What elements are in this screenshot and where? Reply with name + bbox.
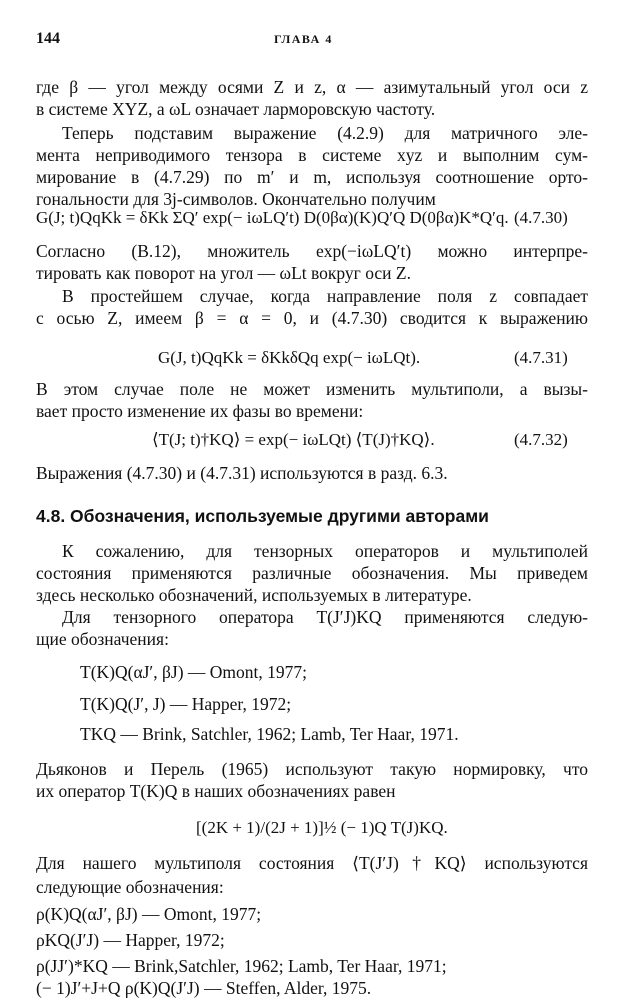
text-line: тировать как поворот на угол — ωLt вокруг оси Z. [36,263,411,283]
equation-4-7-30: G(J; t)QqKk = δKk ΣQ′ exp(− iωLQ′t) D(0βα)(K)Q′Q D(0βα)K*Q′q. [36,208,509,227]
text-line: с осью Z, имеем β = α = 0, и (4.7.30) сводится к выражению [36,308,588,328]
text-line: состояния применяются различные обозначения. Мы приведем [36,563,588,583]
text-line: гональности для 3j-символов. Окончательно получим [36,189,436,209]
text-line: Для тензорного оператора T(J′J)KQ применяются следую- [62,607,588,627]
text-line: Для нашего мультиполя состояния ⟨T(J′J)†KQ⟩ используются [36,853,588,873]
text-line: Теперь подставим выражение (4.2.9) для матричного эле- [62,123,588,143]
page-number: 144 [36,30,60,47]
text-line: В простейшем случае, когда направление поля z совпадает [62,286,588,306]
text-line: Дьяконов и Перель (1965) используют такую нормировку, что [36,759,588,779]
text-line: их оператор T(K)Q в наших обозначениях равен [36,781,396,801]
text-line: Согласно (B.12), множитель exp(−iωLQ′t) можно интерпре- [36,241,588,261]
text-line: щие обозначения: [36,629,169,649]
text-line: К сожалению, для тензорных операторов и мультиполей [62,541,588,561]
equation-4-7-31: G(J, t)QqKk = δKkδQq exp(− iωLQt). [158,348,421,367]
equation-number: (4.7.31) [514,348,568,367]
notation-item: ρKQ(J′J) — Happer, 1972; [36,930,225,950]
section-title: 4.8. Обозначения, используемые другими авторами [36,506,489,526]
equation-4-7-32: ⟨T(J; t)†KQ⟩ = exp(− iωLQt) ⟨T(J)†KQ⟩. [152,430,435,449]
notation-item: T(K)Q(J′, J) — Happer, 1972; [80,694,292,714]
text-line: Выражения (4.7.30) и (4.7.31) используются в разд. 6.3. [36,463,448,483]
text-line: вает просто изменение их фазы во времени: [36,401,364,421]
notation-item: (− 1)J′+J+Q ρ(K)Q(J′J) — Steffen, Alder, 1975. [36,978,372,998]
text-line: здесь несколько обозначений, используемых в литературе. [36,585,472,605]
notation-item: ρ(K)Q(αJ′, βJ) — Omont, 1977; [36,904,262,924]
text-line: В этом случае поле не может изменить мультиполи, а вызы- [36,379,588,399]
notation-item: TKQ — Brink, Satchler, 1962; Lamb, Ter Haar, 1971. [80,724,459,744]
equation-number: (4.7.30) [514,208,568,227]
notation-item: T(K)Q(αJ′, βJ) — Omont, 1977; [80,662,308,682]
text-line: мента неприводимого тензора в системе xyz и выполним сум- [36,145,588,165]
text-line: мирование в (4.7.29) по m′ и m, используя соотношение орто- [36,167,588,187]
text-line: следующие обозначения: [36,877,224,897]
text-line: где β — угол между осями Z и z, α — азимутальный угол оси z [36,77,588,97]
notation-item: ρ(JJ′)*KQ — Brink,Satchler, 1962; Lamb, Ter Haar, 1971; [36,956,447,976]
chapter-header: ГЛАВА 4 [274,32,333,46]
equation-normalization: [(2K + 1)/(2J + 1)]½ (− 1)Q T(J)KQ. [196,818,448,837]
text-line: в системе XYZ, а ωL означает ларморовскую частоту. [36,99,436,119]
equation-number: (4.7.32) [514,430,568,449]
